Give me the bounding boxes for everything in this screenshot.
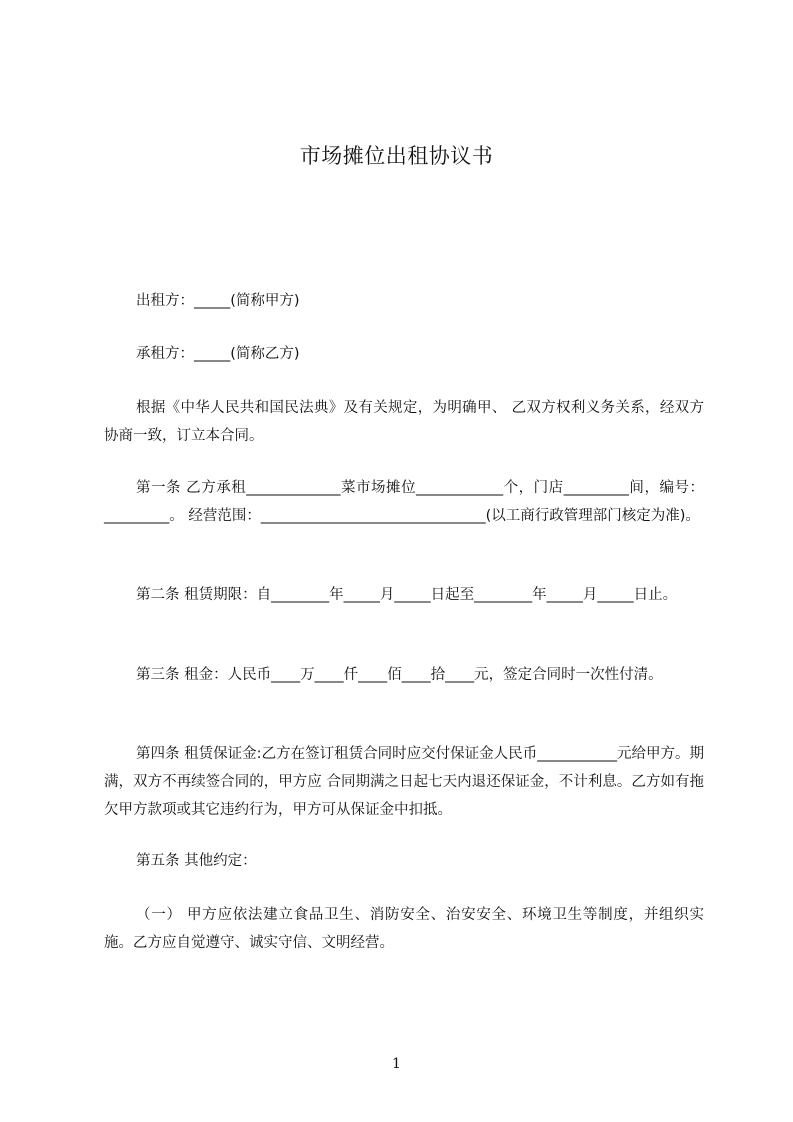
article-3-paragraph: 第三条 租金：人民币____万____仟____佰____拾____元，签定合同时一次性付清。: [136, 667, 663, 683]
article-5-clause-1: （一） 甲方应依法建立食品卫生、消防安全、治安安全、环境卫生等制度，并组织实施。乙方应自觉遵守、诚实守信、文明经营。: [104, 907, 704, 951]
article-4-paragraph: 第四条 租赁保证金:乙方在签订租赁合同时应交付保证金人民币___________元给甲方。期满，双方不再续签合同的，甲方应 合同期满之日起七天内退还保证金，不计利息。乙方如有拖欠甲方款项或其它违约行为，甲方可从保证金中扣抵。: [104, 746, 704, 818]
lessor-line: 出租方：_____(简称甲方): [136, 293, 300, 309]
lessee-line: 承租方：_____(简称乙方): [136, 346, 300, 362]
preamble-paragraph: 根据《中华人民共和国民法典》及有关规定，为明确甲、 乙双方权利义务关系，经双方协商一致，订立本合同。: [104, 400, 704, 444]
document-title: 市场摊位出租协议书: [299, 144, 494, 168]
article-1-paragraph: 第一条 乙方承租_____________菜市场摊位____________个，门店_________间，编号：_________。 经营范围：_______________________________(以工商行政管理部门核定为准)。: [104, 480, 704, 524]
article-2-paragraph: 第二条 租赁期限：自________年_____月_____日起至________年_____月_____日止。: [136, 587, 678, 603]
article-5-heading: 第五条 其他约定：: [136, 853, 257, 869]
page-number: 1: [392, 1056, 401, 1072]
